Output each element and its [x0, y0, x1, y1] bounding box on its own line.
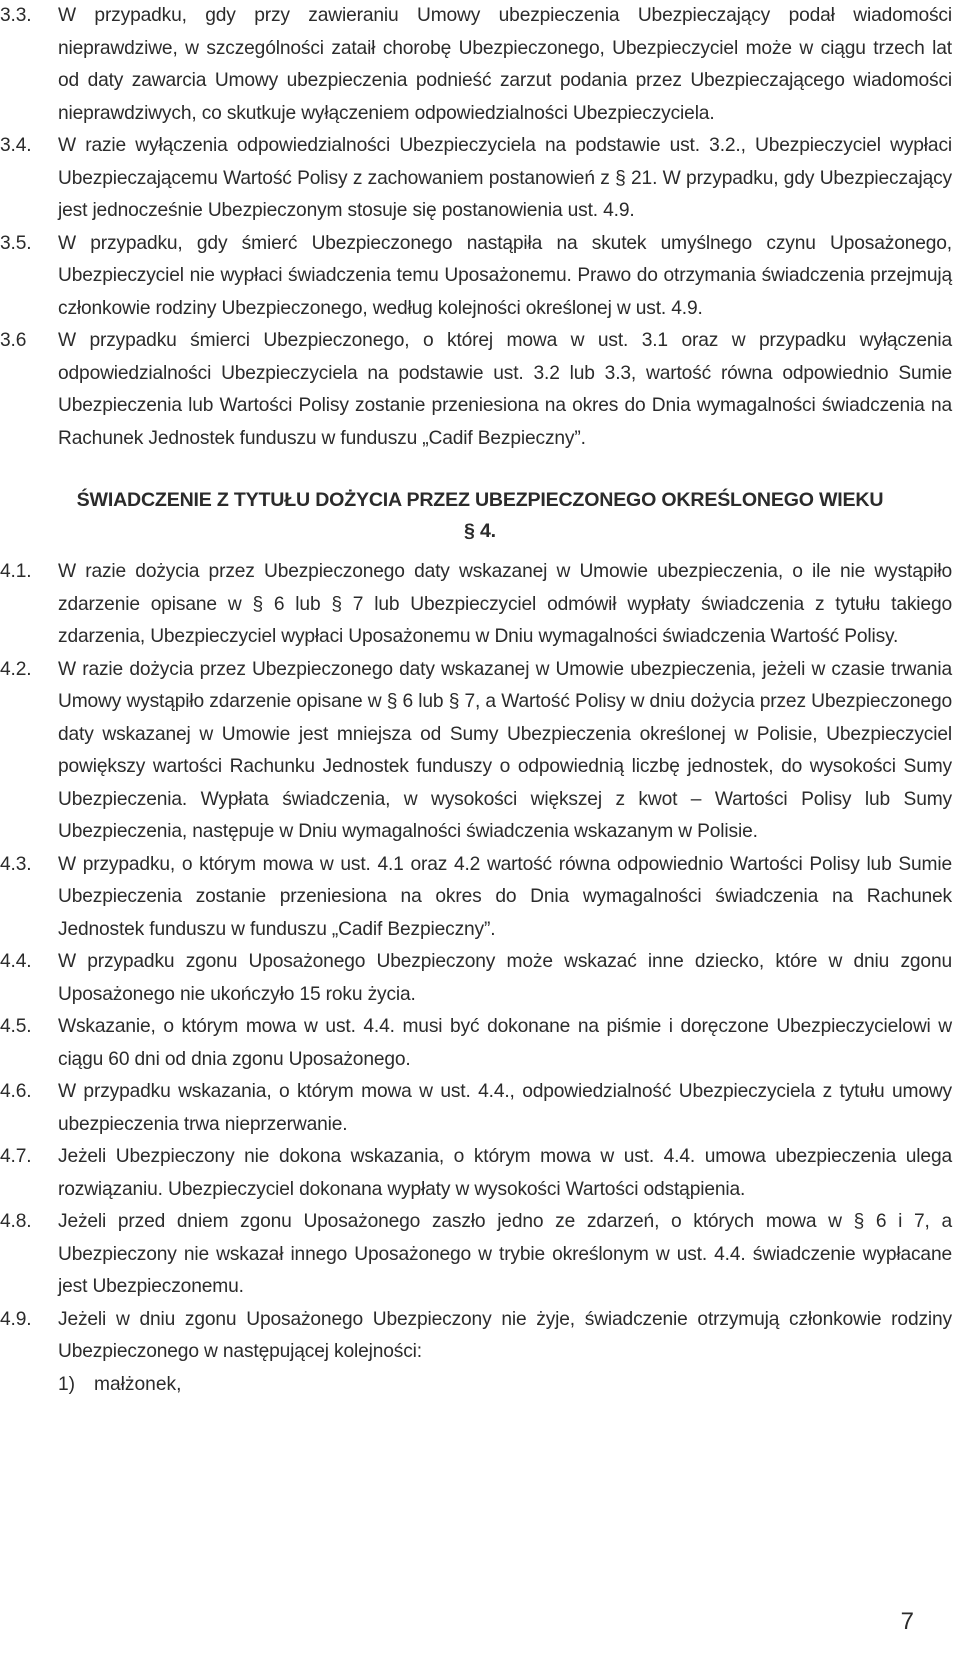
paragraph-text: Jeżeli w dniu zgonu Uposażonego Ubezpieczony nie żyje, świadczenie otrzymują członkowie rodziny Ubezpieczonego w następującej kolejności:: [58, 1308, 952, 1362]
paragraph-text: W przypadku, o którym mowa w ust. 4.1 oraz 4.2 wartość równa odpowiednio Wartości Polisy lub Sumie Ubezpieczenia zostanie przeniesiona na okres do Dnia wymagalności świadczenia na Rachunek Jednostek funduszu w funduszu „Cadif Bezpieczny”.: [58, 853, 952, 940]
paragraph-number: 3.6: [0, 330, 27, 351]
paragraph-number: 4.5.: [0, 1016, 32, 1037]
paragraph-text: W przypadku wskazania, o którym mowa w ust. 4.4., odpowiedzialność Ubezpieczyciela z tytułu umowy ubezpieczenia trwa nieprzerwanie.: [58, 1081, 952, 1135]
paragraph-4-2: [0, 654, 960, 849]
paragraph-text: Wskazanie, o którym mowa w ust. 4.4. musi być dokonane na piśmie i doręczone Ubezpieczycielowi w ciągu 60 dni od dnia zgonu Uposażonego.: [58, 1016, 952, 1070]
paragraph-text: W przypadku zgonu Uposażonego Ubezpieczony może wskazać inne dziecko, które w dniu zgonu Uposażonego nie ukończyło 15 roku życia.: [58, 951, 952, 1005]
paragraph-number: 4.9.: [0, 1308, 32, 1330]
paragraph-number: 3.3.: [0, 5, 32, 26]
paragraph-3-3: [0, 0, 960, 130]
paragraph-number: 4.4.: [0, 951, 32, 972]
list-item: [0, 1369, 960, 1401]
paragraph-4-6: [0, 1076, 960, 1141]
paragraph-number: 3.5.: [0, 232, 32, 254]
paragraph-number: 3.4.: [0, 135, 32, 156]
paragraph-4-7: [0, 1141, 960, 1206]
paragraph-number: 4.1.: [0, 561, 32, 582]
section-title: ŚWIADCZENIE Z TYTUŁU DOŻYCIA PRZEZ UBEZPIECZONEGO OKREŚLONEGO WIEKU: [76, 489, 884, 511]
paragraph-text: Jeżeli przed dniem zgonu Uposażonego zaszło jedno ze zdarzeń, o których mowa w § 6 i 7, a Ubezpieczony nie wskazał innego Uposażonego w trybie określonym w ust. 4.4. świadczenie wypłacane jest Ubezpieczonemu.: [58, 1211, 952, 1297]
paragraph-text: W przypadku, gdy śmierć Ubezpieczonego nastąpiła na skutek umyślnego czynu Uposażonego, Ubezpieczyciel nie wypłaci świadczenia temu Uposażonemu. Prawo do otrzymania świadczenia przejmują członkowie rodziny Ubezpieczonego, według kolejności określonej w ust. 4.9.: [58, 232, 952, 319]
paragraphs-top: [0, 0, 960, 455]
paragraph-number: 4.6.: [0, 1081, 32, 1102]
section-number: § 4.: [464, 520, 496, 542]
paragraph-text: W razie dożycia przez Ubezpieczonego daty wskazanej w Umowie ubezpieczenia, jeżeli w czasie trwania Umowy wystąpiło zdarzenie opisane w § 6 lub § 7, a Wartość Polisy w dniu dożycia przez Ubezpieczonego daty wskazanej w Umowie jest mniejsza od Sumy Ubezpieczenia określonej w Polisie, Ubezpieczyciel powiększy wartości Rachunku Jednostek funduszy o odpowiednią liczbę jednostek, do wysokości Sumy Ubezpieczenia. Wypłata świadczenia, w wysokości większej z kwot – Wartości Polisy lub Sumy Ubezpieczenia, następuje w Dniu wymagalności świadczenia wskazanym w Polisie.: [58, 658, 952, 842]
paragraph-3-6: [0, 325, 960, 455]
paragraph-4-4: [0, 946, 960, 1011]
paragraph-number: 4.3.: [0, 853, 32, 875]
paragraph-text: W przypadku śmierci Ubezpieczonego, o której mowa w ust. 3.1 oraz w przypadku wyłączenia odpowiedzialności Ubezpieczyciela na podstawie ust. 3.2 lub 3.3, wartość równa odpowiednio Sumie Ubezpieczenia lub Wartości Polisy zostanie przeniesiona na okres do Dnia wymagalności świadczenia na Rachunek Jednostek funduszu w funduszu „Cadif Bezpieczny”.: [58, 330, 952, 449]
paragraphs-bottom: [0, 556, 960, 1401]
paragraph-3-5: [0, 228, 960, 326]
paragraph-number: 4.8.: [0, 1211, 32, 1232]
paragraph-number: 4.7.: [0, 1146, 32, 1167]
paragraph-4-1: [0, 556, 960, 654]
list-item-number: 1): [58, 1373, 76, 1395]
paragraph-text: Jeżeli Ubezpieczony nie dokona wskazania, o którym mowa w ust. 4.4. umowa ubezpieczenia ulega rozwiązaniu. Ubezpieczyciel dokonana wypłaty w wysokości Wartości odstąpienia.: [58, 1146, 952, 1200]
list-item-text: małżonek,: [94, 1373, 182, 1395]
paragraph-4-8: [0, 1206, 960, 1304]
paragraph-3-4: [0, 130, 960, 228]
paragraph-number: 4.2.: [0, 658, 32, 680]
paragraph-4-3: [0, 849, 960, 947]
paragraph-4-5: [0, 1011, 960, 1076]
paragraph-text: W razie dożycia przez Ubezpieczonego daty wskazanej w Umowie ubezpieczenia, o ile nie wystąpiło zdarzenie opisane w § 6 lub § 7 lub Ubezpieczyciel odmówił wypłaty świadczenia z tytułu takiego zdarzenia, Ubezpieczyciel wypłaci Uposażonemu w Dniu wymagalności świadczenia Wartość Polisy.: [58, 561, 952, 647]
paragraph-text: W razie wyłączenia odpowiedzialności Ubezpieczyciela na podstawie ust. 3.2., Ubezpieczyciel wypłaci Ubezpieczającemu Wartość Polisy z zachowaniem postanowień z § 21. W przypadku, gdy Ubezpieczający jest jednocześnie Ubezpieczonym stosuje się postanowienia ust. 4.9.: [58, 135, 952, 221]
page-number: 7: [900, 1608, 914, 1635]
section-heading: [0, 485, 960, 547]
paragraph-text: W przypadku, gdy przy zawieraniu Umowy ubezpieczenia Ubezpieczający podał wiadomości nieprawdziwe, w szczególności zataił chorobę Ubezpieczonego, Ubezpieczyciel może w ciągu trzech lat od daty zawarcia Umowy ubezpieczenia podnieść zarzut podania przez Ubezpieczającego wiadomości nieprawdziwych, co skutkuje wyłączeniem odpowiedzialności Ubezpieczyciela.: [58, 5, 952, 124]
paragraph-4-9: [0, 1304, 960, 1369]
